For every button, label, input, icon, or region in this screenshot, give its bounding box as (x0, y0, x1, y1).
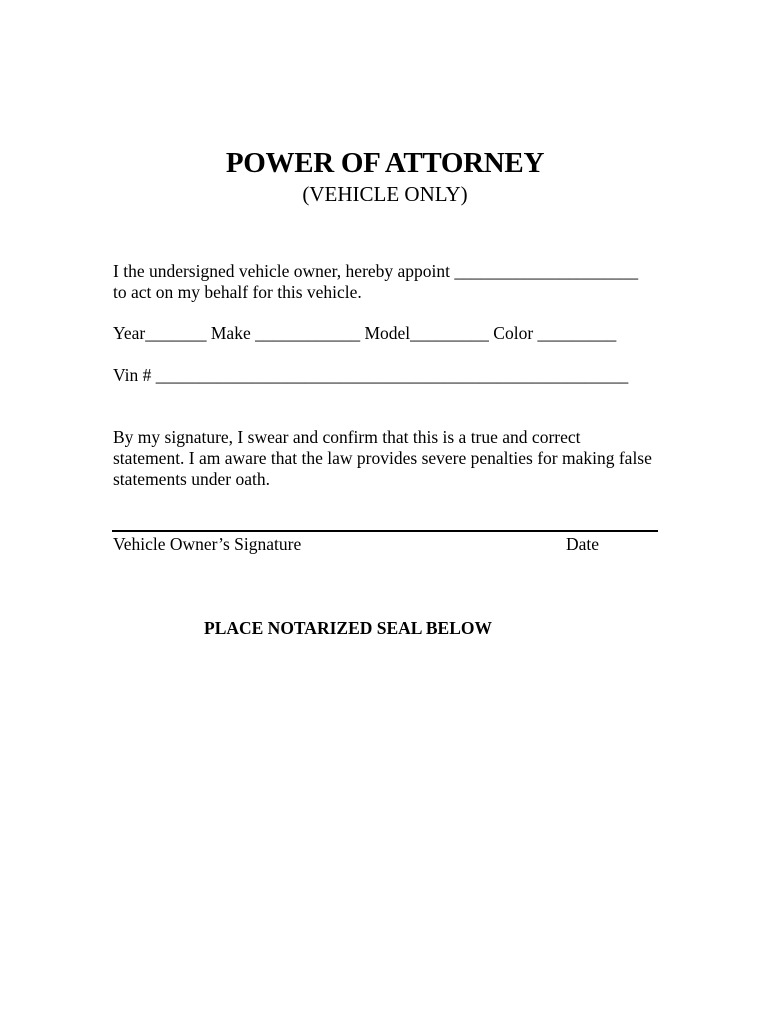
document-title: POWER OF ATTORNEY (225, 147, 545, 179)
vin-line: Vin # ______________________________________________________ (113, 365, 629, 385)
document-subtitle: (VEHICLE ONLY) (302, 182, 468, 206)
date-label: Date (566, 534, 600, 554)
statement-line-2: statement. I am aware that the law provides severe penalties for making false (113, 448, 652, 468)
signature-rule (112, 530, 658, 532)
notary-seal-instruction: PLACE NOTARIZED SEAL BELOW (204, 618, 493, 638)
vehicle-details-line: Year_______ Make ____________ Model_________ Color _________ (113, 323, 617, 343)
appoint-line-2: to act on my behalf for this vehicle. (113, 282, 362, 302)
appoint-line-1: I the undersigned vehicle owner, hereby appoint _____________________ (113, 261, 639, 281)
statement-line-3: statements under oath. (113, 469, 270, 489)
statement-line-1: By my signature, I swear and confirm that this is a true and correct (113, 427, 581, 447)
signature-label: Vehicle Owner’s Signature (113, 534, 302, 554)
